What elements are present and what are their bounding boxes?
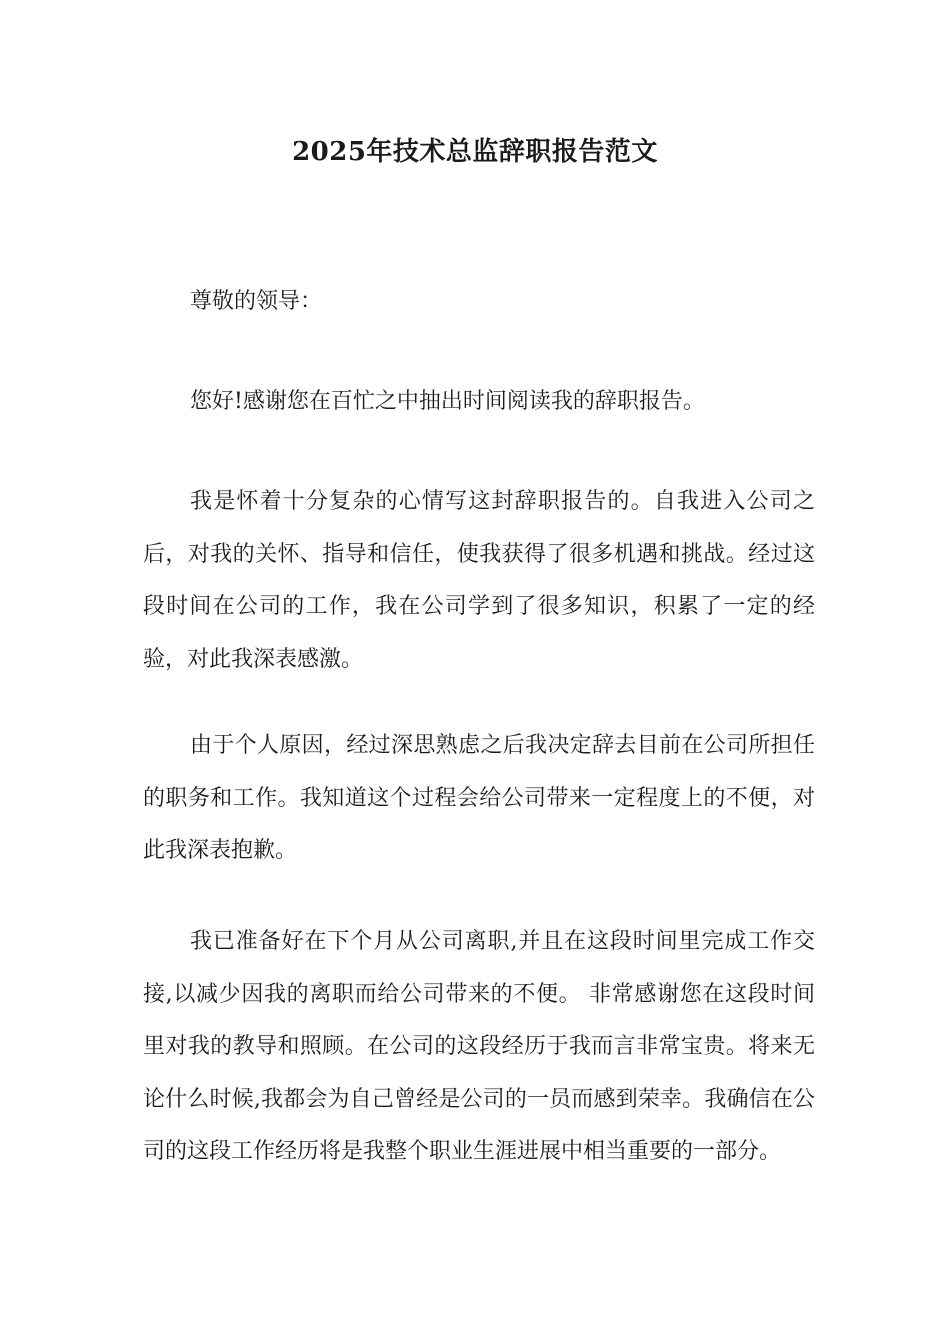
body-paragraph-3: 我已准备好在下个月从公司离职,并且在这段时间里完成工作交接,以减少因我的离职而给公司带来的不便。 非常感谢您在这段时间里对我的教导和照顾。在公司的这段经历于我而言非常宝贵。将来无论什么时候,我都会为自己曾经是公司的一员而感到荣幸。我确信在公司的这段工作经历将是我整个职业生涯进展中相当重要的一部分。 xyxy=(143,929,815,1164)
document-title: 2025年技术总监辞职报告范文 xyxy=(292,137,658,167)
greeting-paragraph: 您好!感谢您在百忙之中抽出时间阅读我的辞职报告。 xyxy=(190,389,705,414)
salutation: 尊敬的领导： xyxy=(190,289,323,314)
body-paragraph-2: 由于个人原因，经过深思熟虑之后我决定辞去目前在公司所担任的职务和工作。我知道这个过程会给公司带来一定程度上的不便，对此我深表抱歉。 xyxy=(143,733,815,863)
body-paragraph-1: 我是怀着十分复杂的心情写这封辞职报告的。自我进入公司之后，对我的关怀、指导和信任，使我获得了很多机遇和挑战。经过这段时间在公司的工作，我在公司学到了很多知识，积累了一定的经验，对此我深表感激。 xyxy=(143,489,815,672)
